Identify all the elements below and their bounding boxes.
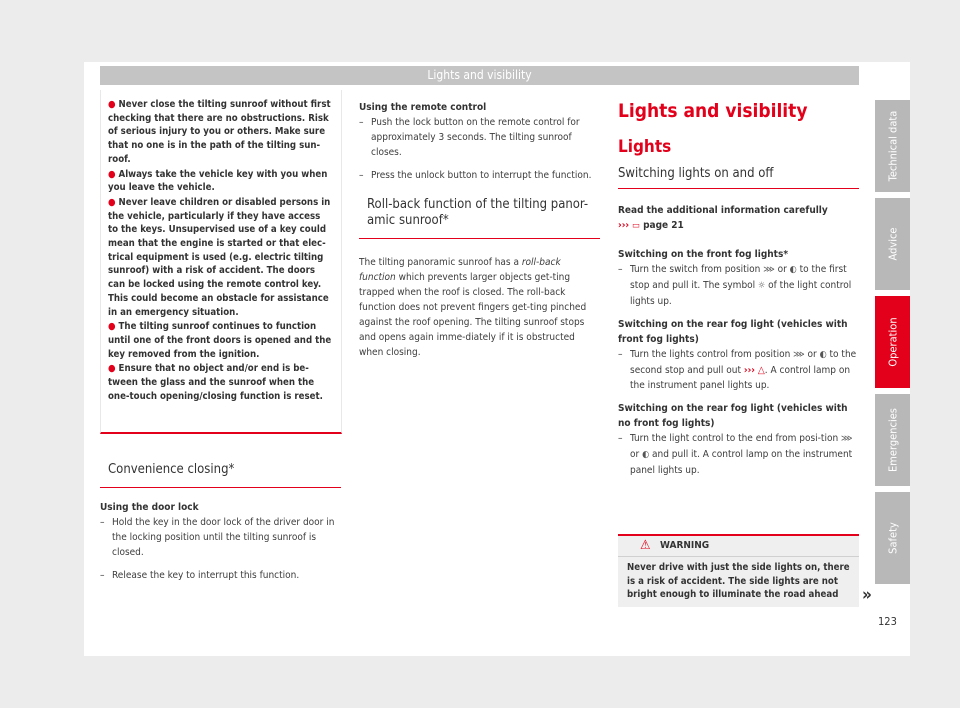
rear-fog-heading: Switching on the rear fog light (vehicles with front fog lights) [618, 319, 848, 345]
remote-step-1: – Push the lock button on the remote control for approximately 3 seconds. The tilting sunroof closes. [359, 117, 580, 158]
tab-emergencies[interactable]: Emergencies [875, 394, 910, 486]
ref-arrow-icon: ››› [618, 220, 630, 231]
convenience-title: Convenience closing* [100, 462, 341, 488]
bullet-dot-icon: ● [108, 99, 116, 110]
front-fog-step: – Turn the switch from position ⋙ or ◐ to the first stop and pull it. The symbol ☼ of the light control lights up. [618, 264, 852, 307]
warning-bullet-box [100, 90, 342, 434]
bullet-dot-icon: ● [108, 168, 116, 180]
warning-bullet-item: ● Ensure that no object and/or end is be-tween the glass and the sunroof when the one-touch opening/closing function is reset. [108, 363, 323, 402]
read-info-ref[interactable]: ››› ▭ page 21 [618, 218, 859, 234]
main-title: Lights and visibility [618, 100, 808, 122]
tab-operation[interactable]: Operation [875, 296, 910, 388]
rear-fog-step: – Turn the lights control from position ⋙ or ◐ to the second stop and pull out ››› △. A control lamp on the instrument panel lights up. [618, 349, 857, 391]
read-info: Read the additional information carefully [618, 205, 828, 216]
warning-triangle-icon[interactable]: △ [757, 365, 765, 376]
rollback-text: The tilting panoramic sunroof has a roll-back function which prevents larger objects get-ting trapped when the roof is closed. The roll-back function does not prevent fingers get-ting pinched against the roof opening. The tilting sunroof stops and opens again imme-diately if it is obstructed when closing. [359, 257, 587, 358]
book-icon: ▭ [632, 221, 640, 231]
warning-text: Never drive with just the side lights on, there is a risk of accident. The side lights are not bright enough to illuminate the road ahead [627, 562, 850, 600]
dipped-beam-icon: ◐ [789, 265, 797, 275]
right-column [618, 100, 859, 478]
door-lock-step-2: – Release the key to interrupt this function. [100, 570, 300, 581]
remote-heading: Using the remote control [359, 102, 487, 113]
tab-advice[interactable]: Advice [875, 198, 910, 290]
dipped-beam-icon: ◐ [819, 350, 827, 360]
rear-nofog-step: – Turn the light control to the end from posi-tion ⋙ or ◐ and pull it. A control lamp on the instrument panel lights up. [618, 433, 853, 476]
door-lock-heading: Using the door lock [100, 502, 199, 513]
bullet-dot-icon: ● [108, 363, 116, 375]
tab-safety[interactable]: Safety [875, 492, 910, 584]
convenience-section [100, 462, 341, 583]
lights-subtitle: Lights [618, 137, 672, 157]
rear-nofog-heading: Switching on the rear fog light (vehicles with no front fog lights) [618, 403, 848, 429]
dipped-beam-icon: ◐ [642, 450, 650, 460]
warning-bullet-item: ● Never close the tilting sunroof without first checking that there are no obstructions. Risk of serious injury to you or others. Make sure that no one is in the path of the tilting sun-roof. [108, 99, 331, 165]
side-light-icon: ⋙ [763, 265, 775, 275]
warning-bullet-item: ● Never leave children or disabled persons in the vehicle, particularly if they have access to the keys. Unsupervised use of a key could mean that the engine is started or that elec-trical equipment is used (e.g. electric tilting sunroof) with a risk of accident. The doors can be locked using the remote control key. This could become an obstacle for assistance in an emergency situation. [108, 196, 331, 318]
switching-lights-title: Switching lights on and off [618, 166, 859, 189]
warning-bullet-list [101, 90, 341, 403]
warning-bullet-item: ● Always take the vehicle key with you when you leave the vehicle. [108, 168, 328, 194]
warning-header: ⚠ WARNING [618, 536, 859, 557]
warning-bullet-item: ● The tilting sunroof continues to function until one of the front doors is opened and the key removed from the ignition. [108, 321, 332, 360]
warning-box [618, 534, 859, 607]
side-light-icon: ⋙ [841, 434, 853, 444]
bullet-dot-icon: ● [108, 196, 116, 208]
door-lock-step-1: – Hold the key in the door lock of the driver door in the locking position until the tilting sunroof is closed. [100, 517, 335, 558]
page-header: Lights and visibility [100, 66, 859, 85]
bullet-dot-icon: ● [108, 321, 116, 333]
page-number: 123 [878, 615, 897, 628]
remote-step-2: – Press the unlock button to interrupt the function. [359, 170, 592, 181]
tab-technical-data[interactable]: Technical data [875, 100, 910, 192]
rollback-title: Roll-back function of the tilting panor-amic sunroof* [359, 197, 600, 239]
continue-icon: » [862, 585, 872, 605]
front-fog-heading: Switching on the front fog lights* [618, 249, 789, 260]
side-light-icon: ⋙ [793, 350, 805, 360]
ref-arrow-icon: ››› [743, 365, 756, 376]
front-fog-icon: ☼ [758, 281, 766, 291]
middle-column [359, 100, 600, 360]
warning-triangle-icon: ⚠ [640, 538, 651, 553]
